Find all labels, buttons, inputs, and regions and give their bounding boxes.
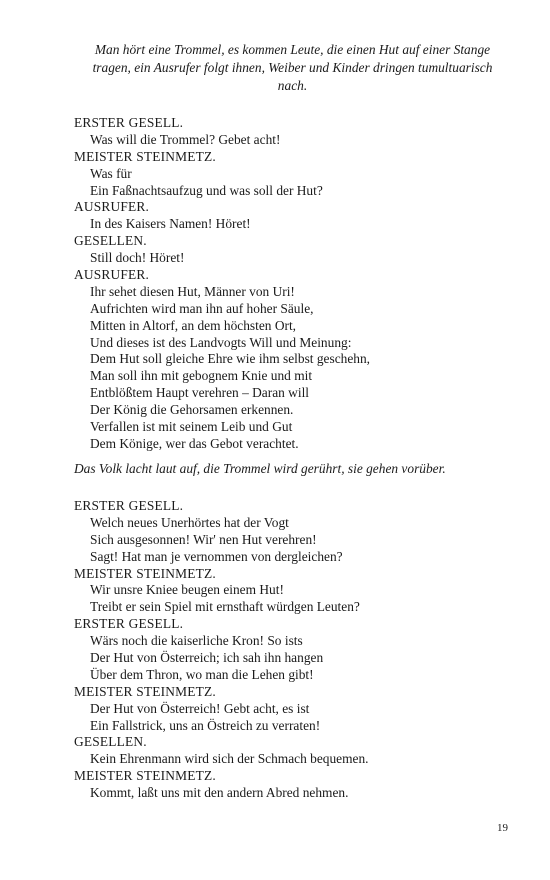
verse-line: Still doch! Höret! <box>90 250 185 266</box>
speaker-name: AUSRUFER. <box>74 267 150 283</box>
verse-line: Was will die Trommel? Gebet acht! <box>90 131 281 147</box>
stage-direction-middle: Das Volk lacht laut auf, die Trommel wird gerührt, sie gehen vorüber. <box>74 461 446 476</box>
speaker-name: ERSTER GESELL. <box>74 616 184 632</box>
dialogue-block-2 <box>74 498 534 802</box>
verse-line: Ihr sehet diesen Hut, Männer von Uri! <box>90 283 295 299</box>
speaker-name: MEISTER STEINMETZ. <box>74 148 216 164</box>
verse-line: Und dieses ist des Landvogts Will und Meinung: <box>90 334 352 350</box>
verse-line: Ein Fallstrick, uns an Östreich zu verraten! <box>90 717 321 733</box>
verse-line: Dem Könige, wer das Gebot verachtet. <box>90 435 299 451</box>
verse-line: Verfallen ist mit seinem Leib und Gut <box>90 419 293 435</box>
speaker-name: MEISTER STEINMETZ. <box>74 768 216 784</box>
verse-line: Sagt! Hat man je vernommen von dergleichen? <box>90 548 343 564</box>
verse-line: Der König die Gehorsamen erkennen. <box>90 402 294 418</box>
speaker-name: GESELLEN. <box>74 734 147 750</box>
verse-line: Was für <box>90 165 132 181</box>
speaker-name: ERSTER GESELL. <box>74 498 184 513</box>
page-number: 19 <box>497 822 508 834</box>
dialogue-block-1 <box>74 115 534 453</box>
verse-line: Entblößtem Haupt verehren – Daran will <box>90 385 310 401</box>
verse-line: Kein Ehrenmann wird sich der Schmach bequemen. <box>90 751 369 767</box>
verse-line: Man soll ihn mit gebognem Knie und mit <box>90 368 313 384</box>
verse-line: Sich ausgesonnen! Wir' nen Hut verehren! <box>90 531 317 547</box>
verse-line: Ein Faßnachtsaufzug und was soll der Hut? <box>90 182 323 198</box>
verse-line: Aufrichten wird man ihn auf hoher Säule, <box>90 300 314 316</box>
speaker-name: AUSRUFER. <box>74 199 150 215</box>
speaker-name: ERSTER GESELL. <box>74 115 184 130</box>
verse-line: Wir unsre Kniee beugen einem Hut! <box>90 582 284 598</box>
verse-line: Der Hut von Österreich! Gebt acht, es ist <box>90 700 310 716</box>
verse-line: Kommt, laßt uns mit den andern Abred nehmen. <box>90 785 349 801</box>
verse-line: Treibt er sein Spiel mit ernsthaft würdgen Leuten? <box>90 599 360 615</box>
stage-direction-top: Man hört eine Trommel, es kommen Leute, die einen Hut auf einer Stange tragen, ein Ausrufer folgt ihnen, Weiber und Kinder dringen tumultuarisch nach. <box>92 42 493 94</box>
verse-line: Der Hut von Österreich; ich sah ihn hangen <box>90 650 324 666</box>
verse-line: Dem Hut soll gleiche Ehre wie ihm selbst geschehn, <box>90 351 371 367</box>
verse-line: In des Kaisers Namen! Höret! <box>90 216 251 232</box>
speaker-name: GESELLEN. <box>74 233 147 249</box>
verse-line: Welch neues Unerhörtes hat der Vogt <box>90 514 289 530</box>
speaker-name: MEISTER STEINMETZ. <box>74 683 216 699</box>
verse-line: Wärs noch die kaiserliche Kron! So ists <box>90 633 303 649</box>
verse-line: Mitten in Altorf, an dem höchsten Ort, <box>90 317 297 333</box>
speaker-name: MEISTER STEINMETZ. <box>74 565 216 581</box>
verse-line: Über dem Thron, wo man die Lehen gibt! <box>90 666 314 682</box>
